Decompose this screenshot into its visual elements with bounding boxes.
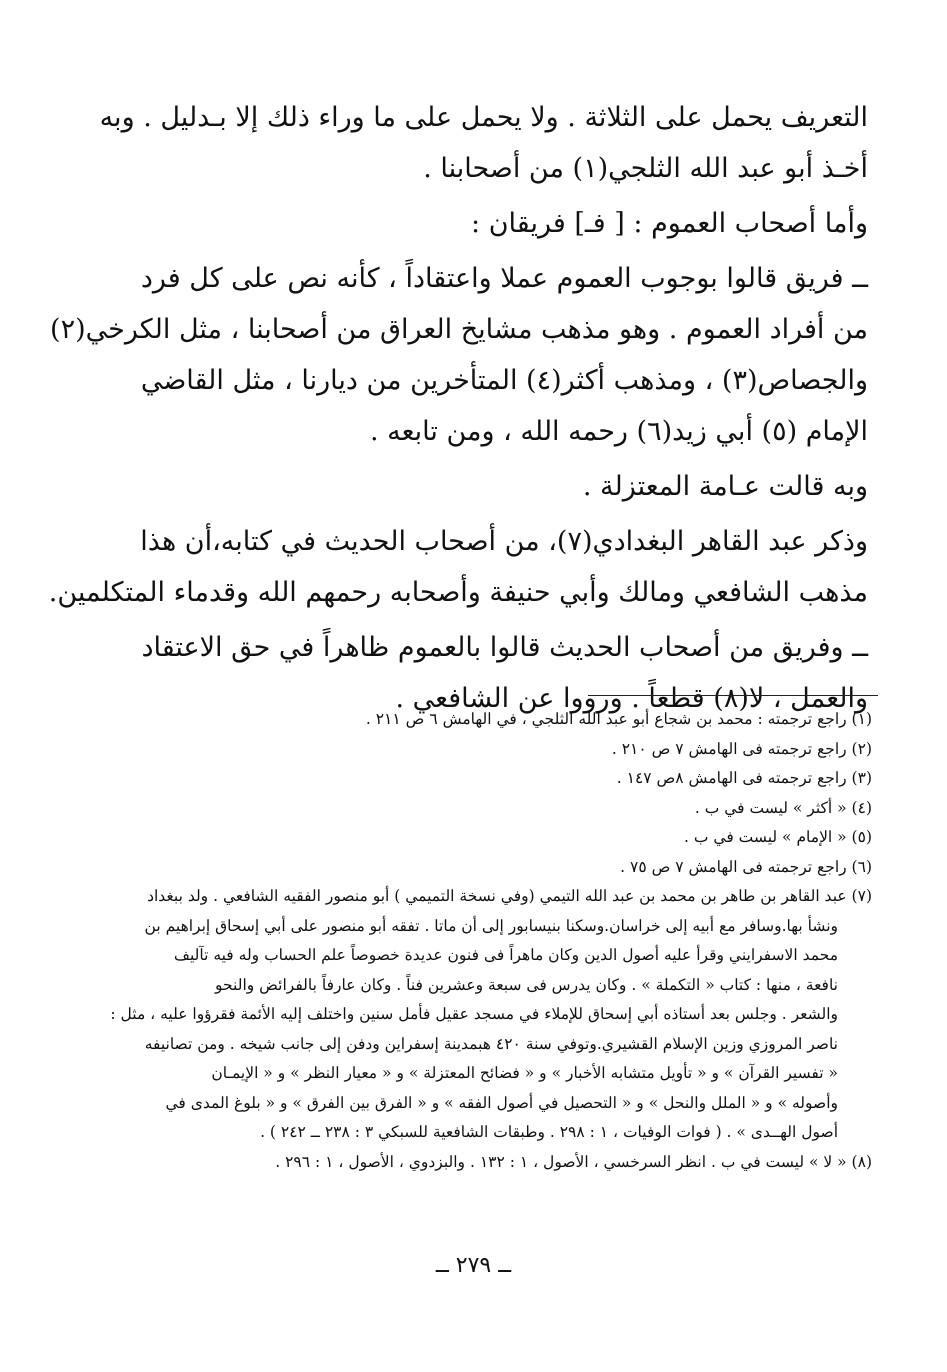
main-text (48, 92, 868, 724)
body-line: الإمام (٥) أبي زيد(٦) رحمه الله ، ومن تابعه . (369, 416, 868, 447)
footnote-7-continued: « تفسير القرآن » و « تأويل متشابه الأخبار » و « فضائح المعتزلة » و « معيار النظر » و « الإيمـان (211, 1064, 838, 1082)
footnote-7-continued: أصول الهــدى » . ( فوات الوفيات ، ١ : ٢٩٨ . وطبقات الشافعية للسبكي ٣ : ٢٣٨ ــ ٢٤٢ ) . (260, 1123, 838, 1141)
footnote-7-continued: وأصوله » و « الملل والنحل » و « التحصيل في أصول الفقه » و « الفرق بين الفرق » و « بلوغ المدى في (165, 1093, 838, 1112)
footnote-6: (٦) راجع ترجمته فى الهامش ٧ ص ٧٥ . (620, 857, 872, 876)
footnotes (88, 705, 872, 1177)
footnote-7-continued: ناصر المروزي وزين الإسلام القشيري.وتوفي سنة ٤٢٠ هبمدينة إسفراين ودفن إلى جانب شيخه . ومن تصانيفه (144, 1034, 838, 1053)
body-line: ــ فريق قالوا بوجوب العموم عملا واعتقاداً ، كأنه نص على كل فرد (140, 263, 868, 294)
body-line: والجصاص(٣) ، ومذهب أكثر(٤) المتأخرين من ديارنا ، مثل القاضي (140, 365, 868, 396)
footnote-divider (588, 695, 878, 696)
footnote-7-continued: محمد الاسفرايني وقرأ عليه أصول الدين وكان ماهراً فى فنون عديدة خصوصاً علم الحساب وله فيه تآليف (173, 946, 838, 964)
body-line: وذكر عبد القاهر البغدادي(٧)، من أصحاب الحديث في كتابه،أن هذا (140, 526, 868, 557)
footnote-3: (٣) راجع ترجمته فى الهامش ٨ص ١٤٧ . (616, 769, 872, 787)
body-line: وبه قالت عـامة المعتزلة . (582, 471, 868, 502)
footnote-4: (٤) « أكثر » ليست في ب . (694, 798, 872, 817)
footnote-7-continued: نافعة ، منها : كتاب « التكملة » . وكان يدرس فى سبعة وعشرين فناً . وكان عارفاً بالفرائض والنحو (215, 975, 838, 994)
body-line: أخـذ أبو عبد الله الثلجي(١) من أصحابنا . (423, 153, 868, 184)
footnote-8: (٨) « لا » ليست في ب . انظر السرخسي ، الأصول ، ١ : ١٣٢ . والبزدوي ، الأصول ، ١ : ٢٩٦ . (275, 1152, 872, 1171)
body-line: وأما أصحاب العموم : [ فـ] فريقان : (471, 208, 868, 239)
body-line: من أفراد العموم . وهو مذهب مشايخ العراق من أصحابنا ، مثل الكرخي(٢) (50, 314, 868, 345)
body-line: والعمل ، لا(٨) قطعاً . ورووا عن الشافعي . (395, 683, 868, 714)
footnote-2: (٢) راجع ترجمته فى الهامش ٧ ص ٢١٠ . (611, 739, 872, 758)
footnote-7-continued: والشعر . وجلس بعد أستاذه أبي إسحاق للإملاء في مسجد عقيل فأمل سنين واختلف إليه الأئمة فقرؤوا عليه ، مثل : (110, 1005, 838, 1023)
footnote-1: (١) راجع ترجمته : محمد بن شجاع أبو عبد الله الثلجي ، في الهامش ٦ ص ٢١١ . (365, 710, 872, 728)
footnote-7-continued: ونشأ بها.وسافر مع أبيه إلى خراسان.وسكنا بنيسابور إلى أن ماتا . تفقه أبو منصور على أبي إسحاق إبراهيم بن (144, 916, 838, 935)
page-number: ــ ٢٧٩ ــ (435, 1253, 512, 1278)
footnote-7: (٧) عبد القاهر بن طاهر بن محمد بن عبد الله التيمي (وفي نسخة التميمي ) أبو منصور الفقيه الشافعي . ولد ببغداد (147, 887, 872, 905)
body-line: التعريف يحمل على الثلاثة . ولا يحمل على ما وراء ذلك إلا بـدليل . وبه (99, 102, 868, 133)
body-line: مذهب الشافعي ومالك وأبي حنيفة وأصحابه رحمهم الله وقدماء المتكلمين. (48, 577, 868, 608)
body-line: ــ وفريق من أصحاب الحديث قالوا بالعموم ظاهراً في حق الاعتقاد (141, 632, 868, 663)
footnote-5: (٥) « الإمام » ليست في ب . (684, 828, 872, 846)
